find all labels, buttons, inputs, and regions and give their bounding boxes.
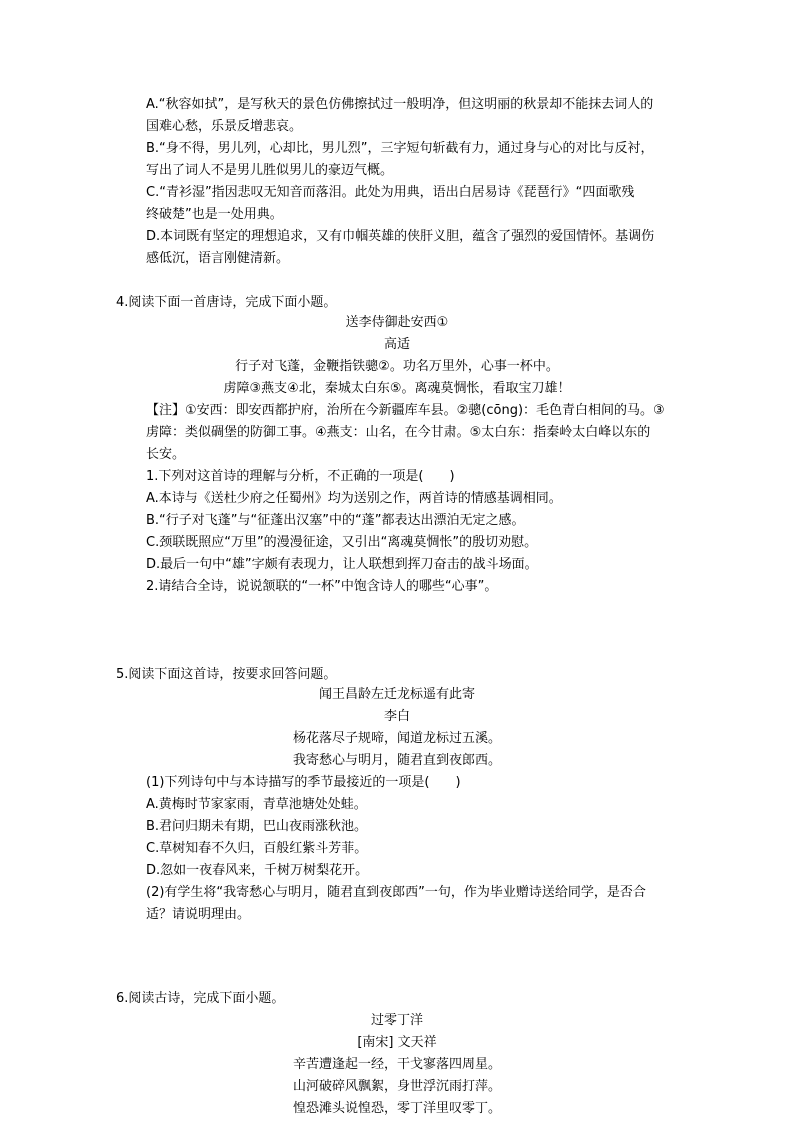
option-d-line-2: 感低沉，语言刚健清新。: [146, 251, 290, 266]
question-4-option-d: D.最后一句中“雄”字颇有表现力，让人联想到挥刀奋击的战斗场面。: [146, 557, 538, 572]
question-5-option-c: C.草树知春不久归，百般红紫斗芳菲。: [146, 841, 368, 856]
question-4-option-a: A.本诗与《送杜少府之任蜀州》均为送别之作，两首诗的情感基调相同。: [146, 491, 562, 506]
question-4-note-line: 【注】①安西：即安西都护府，治所在今新疆库车县。②骢(cōng)：毛色青白相间的马。③: [146, 403, 665, 418]
question-5-poem-line: 我寄愁心与明月，随君直到夜郎西。: [292, 753, 501, 768]
question-5-heading: 5.阅读下面这首诗，按要求回答问题。: [116, 667, 337, 682]
question-6-poem-author: [南宋] 文天祥: [357, 1035, 437, 1050]
option-d-line-1: D.本词既有坚定的理想追求，又有巾帼英雄的侠肝义胆，蕴含了强烈的爱国情怀。基调伤: [146, 229, 655, 244]
question-4-option-c: C.颈联既照应“万里”的漫漫征途，又引出“离魂莫惆怅”的殷切劝慰。: [146, 535, 538, 550]
question-4-note-line: 长安。: [146, 447, 186, 462]
question-6-poem-line: 惶恐滩头说惶恐，零丁洋里叹零丁。: [292, 1101, 501, 1116]
option-c-line-1: C.“青衫湿”指因悲叹无知音而落泪。此处为用典，语出白居易诗《琵琶行》“四面歌残: [146, 185, 635, 200]
question-4-item-2: 2.请结合全诗，说说颔联的“一杯”中饱含诗人的哪些“心事”。: [146, 579, 498, 594]
question-5-poem-line: 杨花落尽子规啼，闻道龙标过五溪。: [292, 731, 501, 746]
question-4-poem-line: 行子对飞蓬，金鞭指铁骢②。功名万里外，心事一杯中。: [235, 359, 559, 374]
question-5-option-d: D.忽如一夜春风来，千树万树梨花开。: [146, 863, 369, 878]
question-4-note-line: 虏障：类似碉堡的防御工事。④燕支：山名，在今甘肃。⑤太白东：指秦岭太白峰以东的: [146, 425, 651, 440]
question-6-heading: 6.阅读古诗，完成下面小题。: [116, 991, 285, 1006]
question-4-option-b: B.“行子对飞蓬”与“征蓬出汉塞”中的“蓬”都表达出漂泊无定之感。: [146, 513, 525, 528]
question-5-poem-author: 李白: [383, 709, 410, 724]
question-4-poem-author: 高适: [383, 337, 410, 352]
question-4-poem-line: 虏障③燕支④北，秦城太白东⑤。离魂莫惆怅，看取宝刀雄！: [223, 381, 571, 396]
question-4-heading: 4.阅读下面一首唐诗，完成下面小题。: [116, 295, 337, 310]
option-a-line-2: 国难心愁，乐景反增悲哀。: [146, 119, 303, 134]
question-5-option-a: A.黄梅时节家家雨，青草池塘处处蛙。: [146, 797, 367, 812]
question-5-poem-title: 闻王昌龄左迁龙标遥有此寄: [318, 687, 475, 702]
question-6-poem-line: 山河破碎风飘絮，身世浮沉雨打萍。: [292, 1079, 501, 1094]
question-5-item-2-cont: 适？请说明理由。: [146, 907, 251, 922]
option-b-line-1: B.“身不得，男儿列，心却比，男儿烈”，三字短句斩截有力，通过身与心的对比与反衬，: [146, 141, 654, 156]
option-a-line-1: A.“秋容如拭”，是写秋天的景色仿佛擦拭过一般明净，但这明丽的秋景却不能抹去词人的: [146, 97, 654, 112]
question-6-poem-line: 辛苦遭逢起一经，干戈寥落四周星。: [292, 1057, 501, 1072]
option-c-line-2: 终破楚”也是一处用典。: [146, 207, 283, 222]
question-5-option-b: B.君问归期未有期，巴山夜雨涨秋池。: [146, 819, 368, 834]
option-b-line-2: 写出了词人不是男儿胜似男儿的豪迈气概。: [146, 163, 394, 178]
question-5-item-2: (2)有学生将“我寄愁心与明月，随君直到夜郎西”一句，作为毕业赠诗送给同学，是否合: [146, 885, 646, 900]
question-4-poem-title: 送李侍御赴安西①: [345, 315, 449, 330]
question-4-item-1: 1.下列对这首诗的理解与分析，不正确的一项是( ): [146, 469, 455, 484]
question-5-item-1: (1)下列诗句中与本诗描写的季节最接近的一项是( ): [146, 775, 461, 790]
question-6-poem-title: 过零丁洋: [370, 1013, 423, 1028]
